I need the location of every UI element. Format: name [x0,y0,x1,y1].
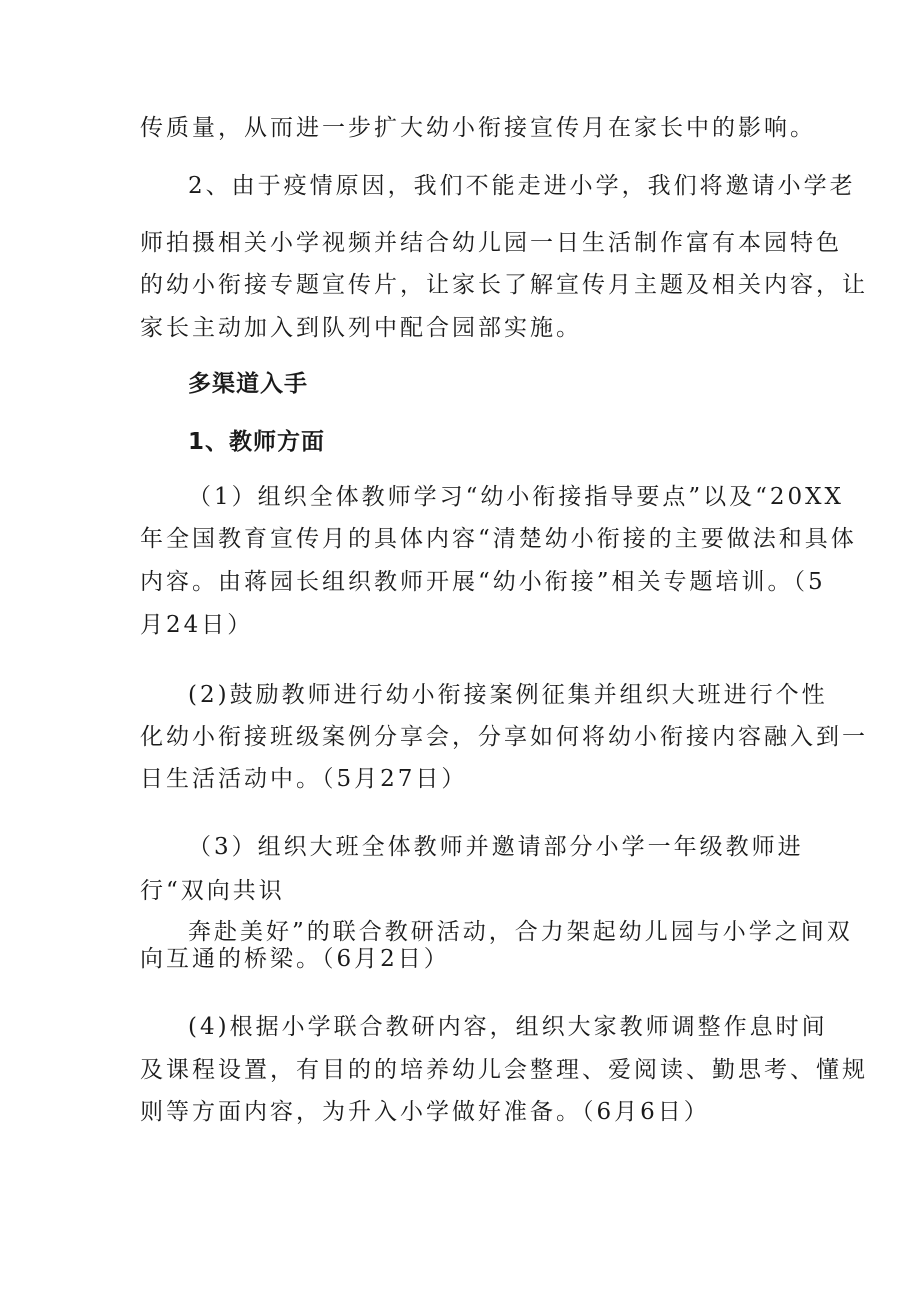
subsection-heading: 1、教师方面 [188,429,326,455]
text-line: 家长主动加入到队列中配合园部实施。 [140,315,582,341]
text-line: 则等方面内容，为升入小学做好准备。（6月6日） [140,1099,710,1125]
text-line: 年全国教育宣传月的具体内容“清楚幼小衔接的主要做法和具体 [140,526,857,552]
text-line: 及课程设置，有目的的培养幼儿会整理、爱阅读、勤思考、懂规 [140,1057,868,1083]
text-line: （3）组织大班全体教师并邀请部分小学一年级教师进 [188,834,804,860]
text-line: 内容。由蒋园长组织教师开展“幼小衔接”相关专题培训。（5 [140,569,826,595]
text-line: 向互通的桥梁。（6月2日） [140,946,450,972]
text-line: 奔赴美好”的联合教研活动，合力架起幼儿园与小学之间双 [188,919,853,945]
text-line: 日生活活动中。（5月27日） [140,766,468,792]
text-line: 行“双向共识 [140,878,285,904]
text-line: （1）组织全体教师学习“幼小衔接指导要点”以及“20XX [188,484,844,510]
text-line: 的幼小衔接专题宣传片，让家长了解宣传月主题及相关内容，让 [140,272,868,298]
section-heading: 多渠道入手 [188,371,308,397]
text-line: 传质量，从而进一步扩大幼小衔接宣传月在家长中的影响。 [140,115,816,141]
text-line: (4)根据小学联合教研内容，组织大家教师调整作息时间 [188,1014,828,1040]
text-line: 化幼小衔接班级案例分享会，分享如何将幼小衔接内容融入到一 [140,724,868,750]
text-line: 月24日） [140,612,254,638]
text-line: 师拍摄相关小学视频并结合幼儿园一日生活制作富有本园特色 [140,230,842,256]
text-line: (2)鼓励教师进行幼小衔接案例征集并组织大班进行个性 [188,682,828,708]
text-line: 2、由于疫情原因，我们不能走进小学，我们将邀请小学老 [188,173,856,199]
